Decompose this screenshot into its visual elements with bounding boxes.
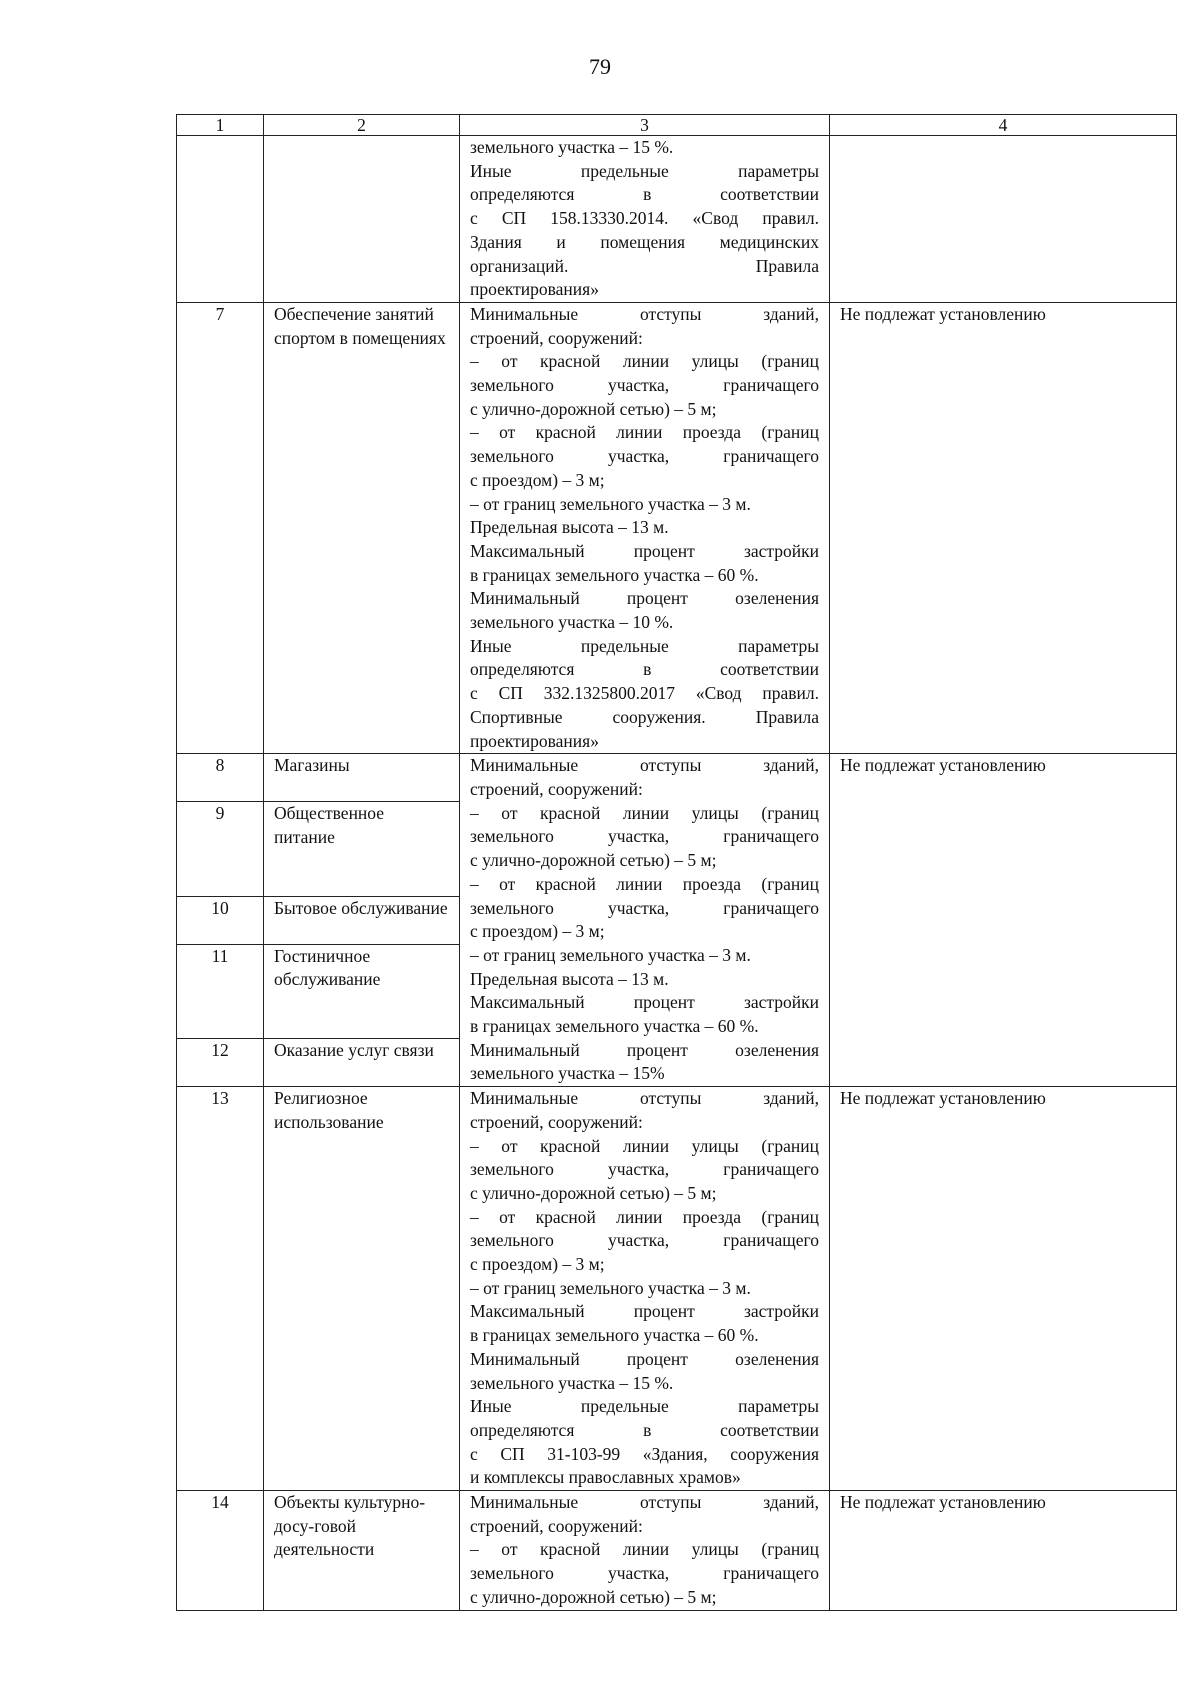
text-line: строений, сооружений: [470,1515,643,1536]
text-line: земельного участка, граничащего [470,446,819,467]
row-parameters-cell [460,1491,830,1611]
text-line: Максимальный процент застройки [470,540,819,561]
text-line: Минимальный процент озеленения [470,588,819,609]
text-line: – от красной линии проезда (границ [470,873,819,894]
text-line: – от красной линии улицы (границ [470,1135,819,1156]
text-line: в границах земельного участка – 60 %. [470,1016,759,1037]
text-line: с улично-дорожной сетью) – 5 м; [470,398,717,419]
row-name-cell: Магазины [264,754,460,802]
text-line: земельного участка – 15% [470,1063,665,1084]
row-name-cell [264,136,460,303]
row-number-cell: 8 [177,754,264,802]
row-name-cell: Оказание услуг связи [264,1038,460,1086]
text-line: Минимальный процент озеленения [470,1039,819,1060]
text-line: организаций. Правила [470,255,819,276]
text-line: – от красной линии проезда (границ [470,422,819,443]
row-name-cell: Бытовое обслуживание [264,896,460,944]
text-line: определяются в соответствии [470,1419,819,1440]
row-name-cell: Общественное питание [264,802,460,896]
text-line: с улично-дорожной сетью) – 5 м; [470,1182,717,1203]
text-line: – от границ земельного участка – 3 м. [470,944,751,965]
row-name-cell: Объекты культурно- досу-говой деятельности [264,1491,460,1611]
row-parameters-cell [460,136,830,303]
text-line: в границах земельного участка – 60 %. [470,1325,759,1346]
text-line: Предельная высота – 13 м. [470,968,669,989]
text-line: Минимальный процент озеленения [470,1348,819,1369]
text-line: определяются в соответствии [470,659,819,680]
text-line: с проездом) – 3 м; [470,1254,605,1275]
text-line: с СП 332.1325800.2017 «Свод правил. [470,683,819,704]
text-line: с улично-дорожной сетью) – 5 м; [470,850,717,871]
text-line: – от красной линии проезда (границ [470,1206,819,1227]
text-line: земельного участка, граничащего [470,375,819,396]
text-line: проектирования» [470,730,599,751]
text-line: – от границ земельного участка – 3 м. [470,1277,751,1298]
text-line: земельного участка – 15 %. [470,137,674,157]
row-name-cell: Гостиничное обслуживание [264,944,460,1038]
row-note-cell: Не подлежат установлению [830,1491,1177,1611]
text-line: строений, сооружений: [470,778,643,799]
text-line: с проездом) – 3 м; [470,469,605,490]
column-header: 1 [177,115,264,136]
text-line: с СП 158.13330.2014. «Свод правил. [470,208,819,229]
table-row-8 [177,754,1177,802]
row-parameters-cell [460,754,830,1087]
page-number: 79 [589,54,611,79]
text-line: с СП 31-103-99 «Здания, сооружения [470,1443,819,1464]
text-line: Иные предельные параметры [470,635,819,656]
regulations-table [176,114,1177,1611]
column-header: 2 [264,115,460,136]
text-line: с улично-дорожной сетью) – 5 м; [470,1586,717,1607]
table-row-13 [177,1087,1177,1491]
row-number-cell: 10 [177,896,264,944]
text-line: и комплексы православных храмов» [470,1467,741,1488]
text-line: строений, сооружений: [470,1111,643,1132]
row-note-cell [830,136,1177,303]
text-line: строений, сооружений: [470,327,643,348]
table-header-row [177,115,1177,136]
column-header: 4 [830,115,1177,136]
text-line: Минимальные отступы зданий, [470,1492,819,1513]
text-line: Максимальный процент застройки [470,992,819,1013]
text-line: Здания и помещения медицинских [470,231,819,252]
text-line: Спортивные сооружения. Правила [470,706,819,727]
text-line: земельного участка, граничащего [470,1230,819,1251]
row-note-cell: Не подлежат установлению [830,754,1177,1087]
text-line: – от красной линии улицы (границ [470,802,819,823]
table-row-continuation [177,136,1177,303]
row-note-cell: Не подлежат установлению [830,302,1177,753]
text-line: Иные предельные параметры [470,160,819,181]
text-line: определяются в соответствии [470,184,819,205]
text-line: – от границ земельного участка – 3 м. [470,493,751,514]
row-name-cell: Религиозное использование [264,1087,460,1491]
row-number-cell: 14 [177,1491,264,1611]
text-line: – от красной линии улицы (границ [470,1539,819,1560]
row-note-cell: Не подлежат установлению [830,1087,1177,1491]
text-line: Минимальные отступы зданий, [470,755,819,776]
column-header: 3 [460,115,830,136]
text-line: Предельная высота – 13 м. [470,517,669,538]
text-line: земельного участка, граничащего [470,826,819,847]
text-line: земельного участка, граничащего [470,1563,819,1584]
table-row-14 [177,1491,1177,1611]
text-line: с проездом) – 3 м; [470,921,605,942]
text-line: земельного участка, граничащего [470,1159,819,1180]
table-row-7 [177,302,1177,753]
text-line: проектирования» [470,279,599,300]
row-number-cell: 7 [177,302,264,753]
row-name-cell: Обеспечение занятий спортом в помещениях [264,302,460,753]
text-line: – от красной линии улицы (границ [470,351,819,372]
text-line: Максимальный процент застройки [470,1301,819,1322]
text-line: земельного участка – 10 %. [470,612,674,633]
row-number-cell: 11 [177,944,264,1038]
row-number-cell: 12 [177,1038,264,1086]
text-line: земельного участка – 15 %. [470,1372,674,1393]
text-line: земельного участка, граничащего [470,897,819,918]
text-line: Иные предельные параметры [470,1396,819,1417]
row-number-cell: 9 [177,802,264,896]
row-number-cell: 13 [177,1087,264,1491]
text-line: Минимальные отступы зданий, [470,303,819,324]
row-number-cell [177,136,264,303]
row-parameters-cell [460,1087,830,1491]
row-parameters-cell [460,302,830,753]
text-line: Минимальные отступы зданий, [470,1088,819,1109]
text-line: в границах земельного участка – 60 %. [470,564,759,585]
